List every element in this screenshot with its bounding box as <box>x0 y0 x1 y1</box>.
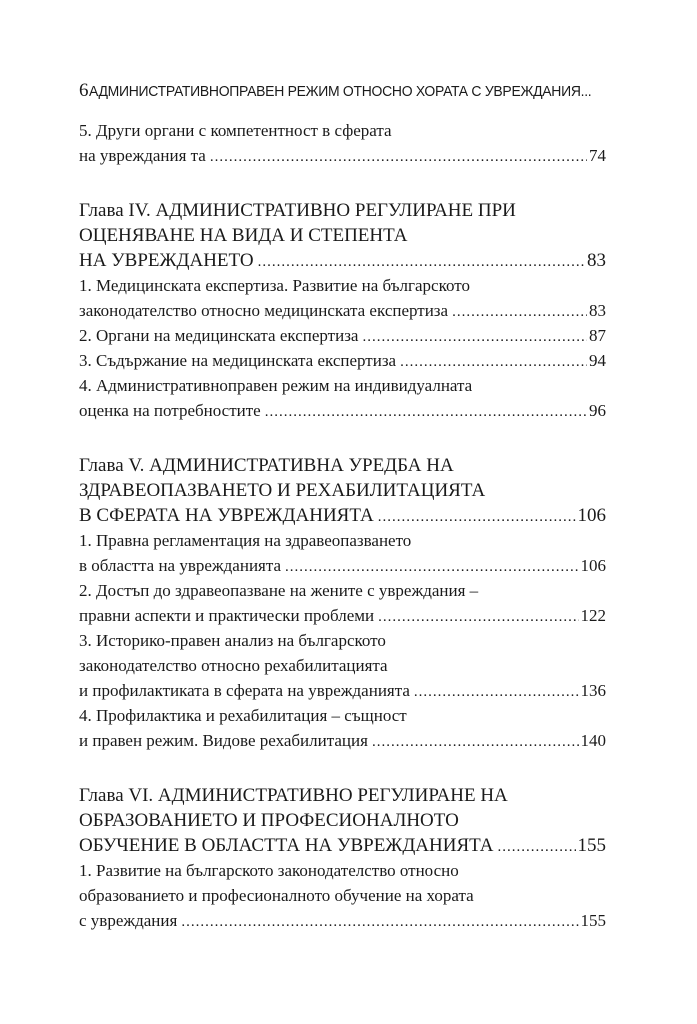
page-number: 6 <box>79 80 89 101</box>
chapter-title: Глава V. АДМИНИСТРАТИВНА УРЕДБА НА <box>79 455 454 476</box>
dot-leader <box>265 400 587 423</box>
toc-entry-text: и профилактиката в сферата на уврежданията <box>79 681 410 700</box>
toc-page-number: 83 <box>589 301 606 320</box>
toc-entry-text: 2. Органи на медицинската експертиза <box>79 326 359 345</box>
chapter-title: Глава VI. АДМИНИСТРАТИВНО РЕГУЛИРАНЕ НА <box>79 785 508 806</box>
chapter-title: НА УВРЕЖДАНЕТО <box>79 250 254 271</box>
toc-entry <box>79 348 606 373</box>
toc-page-number: 87 <box>589 326 606 345</box>
dot-leader <box>452 300 587 323</box>
toc-entry <box>79 323 606 348</box>
dot-leader <box>181 910 578 933</box>
chapter-title: В СФЕРАТА НА УВРЕЖДАНИЯТА <box>79 505 374 526</box>
toc-page-number: 155 <box>577 835 606 856</box>
toc-entry-text: законодателство относно медицинската експертиза <box>79 301 449 320</box>
toc-page-number: 155 <box>580 911 606 930</box>
toc-entry <box>79 703 606 753</box>
toc-entry <box>79 373 606 423</box>
toc-page-number: 83 <box>587 250 606 271</box>
dot-leader <box>258 250 585 273</box>
toc-entry <box>79 528 606 578</box>
toc-page-number: 106 <box>577 505 606 526</box>
toc-entry-text: 2. Достъп до здравеопазване на жените с увреждания – <box>79 581 479 600</box>
toc-page-number: 106 <box>580 556 606 575</box>
toc-entry <box>79 578 606 628</box>
toc-entry-text: правни аспекти и практически проблеми <box>79 606 375 625</box>
toc-entry-text: на увреждания та <box>79 146 206 165</box>
chapter-title: ЗДРАВЕОПАЗВАНЕТО И РЕХАБИЛИТАЦИЯТА <box>79 480 486 501</box>
dot-leader <box>210 145 587 168</box>
toc-entry-text: в областта на уврежданията <box>79 556 282 575</box>
dot-leader <box>372 730 579 753</box>
toc-entry <box>79 858 606 933</box>
dot-leader <box>414 680 579 703</box>
toc-page-number: 122 <box>580 606 606 625</box>
toc-chapter-6 <box>79 783 606 858</box>
chapter-title: ОБУЧЕНИЕ В ОБЛАСТТА НА УВРЕЖДАНИЯТА <box>79 835 494 856</box>
toc-entry-text: и правен режим. Видове рехабилитация <box>79 731 368 750</box>
chapter-title: ОБРАЗОВАНИЕТО И ПРОФЕСИОНАЛНОТО <box>79 810 459 831</box>
toc-entry-text: с увреждания <box>79 911 178 930</box>
toc-page-number: 96 <box>589 401 606 420</box>
dot-leader <box>378 605 578 628</box>
toc-page-number: 136 <box>580 681 606 700</box>
toc-entry-text: 3. Съдържание на медицинската експертиза <box>79 351 397 370</box>
toc-entry-text: 4. Административноправен режим на индивидуалната <box>79 376 473 395</box>
toc-page-number: 140 <box>580 731 606 750</box>
toc-chapter-4 <box>79 198 606 273</box>
table-of-contents <box>79 118 606 933</box>
toc-page-number: 74 <box>589 146 606 165</box>
toc-entry-text: 1. Медицинската експертиза. Развитие на българското <box>79 276 470 295</box>
toc-entry-text: 4. Профилактика и рехабилитация – същност <box>79 706 407 725</box>
dot-leader <box>285 555 578 578</box>
running-title: АДМИНИСТРАТИВНОПРАВЕН РЕЖИМ ОТНОСНО ХОРАТА С УВРЕЖДАНИЯ... <box>88 83 591 100</box>
toc-entry-text: образованието и професионалното обучение на хората <box>79 886 474 905</box>
chapter-title: Глава IV. АДМИНИСТРАТИВНО РЕГУЛИРАНЕ ПРИ <box>79 200 516 221</box>
dot-leader <box>498 835 576 858</box>
toc-entry-text: 1. Развитие на българското законодателство относно <box>79 861 459 880</box>
toc-entry <box>79 628 606 703</box>
toc-entry-text: оценка на потребностите <box>79 401 261 420</box>
chapter-title: ОЦЕНЯВАНЕ НА ВИДА И СТЕПЕНТА <box>79 225 408 246</box>
toc-entry-text: 5. Други органи с компетентност в сферата <box>79 121 392 140</box>
toc-entry-text: 1. Правна регламентация на здравеопазването <box>79 531 412 550</box>
running-header <box>79 80 619 106</box>
dot-leader <box>362 325 587 348</box>
dot-leader <box>400 350 587 373</box>
dot-leader <box>378 505 576 528</box>
toc-entry <box>79 273 606 323</box>
toc-chapter-5 <box>79 453 606 528</box>
toc-entry-text: 3. Историко-правен анализ на българското <box>79 631 386 650</box>
toc-page-number: 94 <box>589 351 606 370</box>
toc-entry-section-5 <box>79 118 606 168</box>
toc-entry-text: законодателство относно рехабилитацията <box>79 656 388 675</box>
